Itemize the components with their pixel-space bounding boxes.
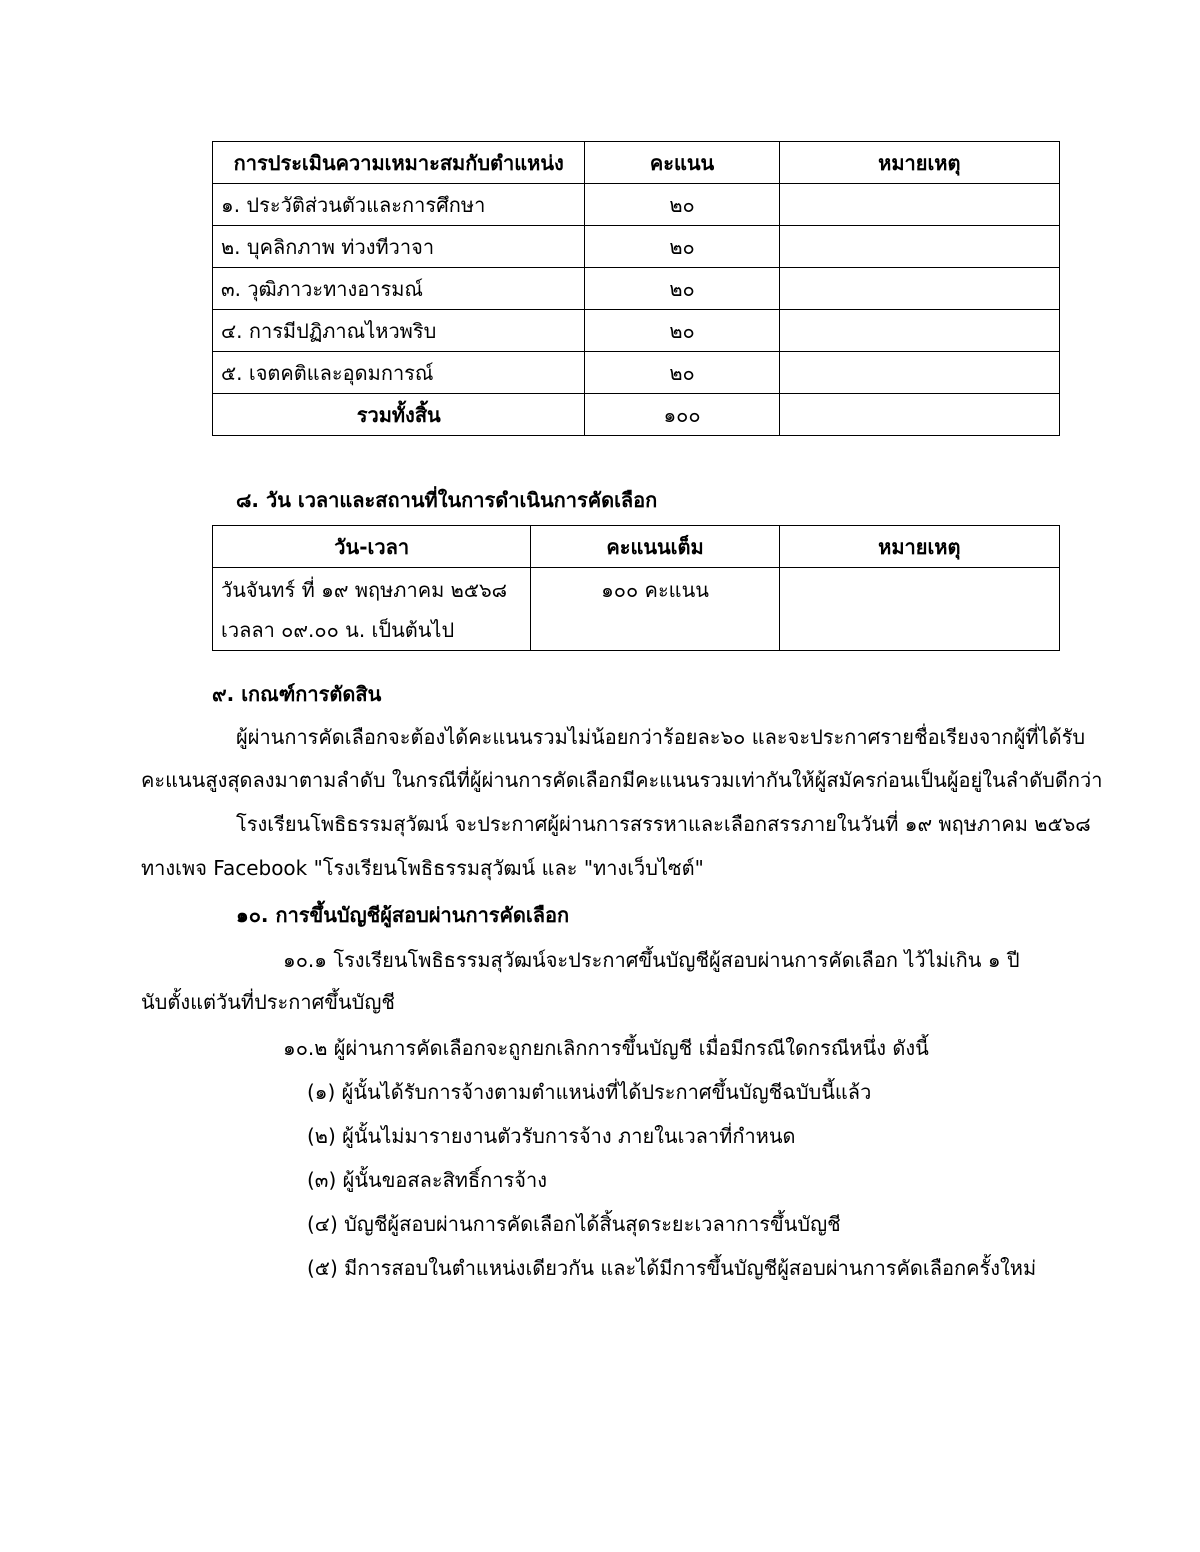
table-row (213, 568, 1060, 651)
assessment-note (779, 184, 1059, 226)
section-9-heading: ๙. เกณฑ์การตัดสิน (212, 682, 382, 706)
header-assessment: การประเมินความเหมาะสมกับตำแหน่ง (213, 142, 585, 184)
assessment-note (779, 268, 1059, 310)
assessment-score: ๒๐ (585, 226, 779, 268)
header-date-time: วัน-เวลา (213, 526, 531, 568)
total-label: รวมทั้งสิ้น (213, 394, 585, 436)
section-10-1-line-2: นับตั้งแต่วันที่ประกาศขึ้นบัญชี (141, 990, 395, 1014)
table-row (213, 268, 1060, 310)
schedule-date: วันจันทร์ ที่ ๑๙ พฤษภาคม ๒๕๖๘ (221, 578, 508, 602)
schedule-time: เวลลา ๐๙.๐๐ น. เป็นต้นไป (221, 618, 455, 642)
table-row (213, 226, 1060, 268)
section-10-1-line-1: ๑๐.๑ โรงเรียนโพธิธรรมสุวัฒน์จะประกาศขึ้นบัญชีผู้สอบผ่านการคัดเลือก ไว้ไม่เกิน ๑ ปี (283, 948, 1020, 972)
assessment-note (779, 226, 1059, 268)
section-9-paragraph-1-line-1: ผู้ผ่านการคัดเลือกจะต้องได้คะแนนรวมไม่น้อยกว่าร้อยละ๖๐ และจะประกาศรายชื่อเรียงจากผู้ที่ได้รับ (236, 725, 1086, 749)
selection-schedule-table (212, 525, 1060, 651)
section-9-paragraph-2-line-2: ทางเพจ Facebook "โรงเรียนโพธิธรรมสุวัฒน์ และ "ทางเว็บไซต์" (141, 856, 704, 880)
table-header-row (213, 526, 1060, 568)
assessment-score: ๒๐ (585, 184, 779, 226)
section-9-paragraph-1-line-2: คะแนนสูงสุดลงมาตามลำดับ ในกรณีที่ผู้ผ่านการคัดเลือกมีคะแนนรวมเท่ากันให้ผู้สมัครก่อนเป็นผู้อยู่ในลำดับดีกว่า (141, 768, 1103, 792)
section-9-paragraph-2-line-1: โรงเรียนโพธิธรรมสุวัฒน์ จะประกาศผู้ผ่านการสรรหาและเลือกสรรภายในวันที่ ๑๙ พฤษภาคม ๒๕๖๘ (236, 812, 1091, 836)
list-item: (๑) ผู้นั้นได้รับการจ้างตามตำแหน่งที่ได้ประกาศขึ้นบัญชีฉบับนี้แล้ว (307, 1080, 872, 1104)
header-note: หมายเหตุ (779, 526, 1059, 568)
assessment-item: ๔. การมีปฏิภาณไหวพริบ (213, 310, 585, 352)
header-note: หมายเหตุ (779, 142, 1059, 184)
section-10-heading: ๑๐. การขึ้นบัญชีผู้สอบผ่านการคัดเลือก (236, 903, 570, 927)
table-header-row (213, 142, 1060, 184)
assessment-note (779, 310, 1059, 352)
assessment-score-table (212, 141, 1060, 436)
assessment-item: ๑. ประวัติส่วนตัวและการศึกษา (213, 184, 585, 226)
assessment-score: ๒๐ (585, 352, 779, 394)
table-row (213, 184, 1060, 226)
list-item: (๓) ผู้นั้นขอสละสิทธิ์การจ้าง (307, 1168, 547, 1192)
assessment-item: ๓. วุฒิภาวะทางอารมณ์ (213, 268, 585, 310)
total-note (779, 394, 1059, 436)
assessment-item: ๒. บุคลิกภาพ ท่วงทีวาจา (213, 226, 585, 268)
section-10-2: ๑๐.๒ ผู้ผ่านการคัดเลือกจะถูกยกเลิกการขึ้นบัญชี เมื่อมีกรณีใดกรณีหนึ่ง ดังนี้ (283, 1036, 929, 1060)
assessment-score: ๒๐ (585, 310, 779, 352)
list-item: (๕) มีการสอบในตำแหน่งเดียวกัน และได้มีการขึ้นบัญชีผู้สอบผ่านการคัดเลือกครั้งใหม่ (307, 1256, 1037, 1280)
assessment-item: ๕. เจตคติและอุดมการณ์ (213, 352, 585, 394)
schedule-note (779, 568, 1059, 651)
header-score: คะแนน (585, 142, 779, 184)
section-8-heading: ๘. วัน เวลาและสถานที่ในการดำเนินการคัดเลือก (236, 488, 658, 512)
table-total-row (213, 394, 1060, 436)
list-item: (๔) บัญชีผู้สอบผ่านการคัดเลือกได้สิ้นสุดระยะเวลาการขึ้นบัญชี (307, 1212, 841, 1236)
list-item: (๒) ผู้นั้นไม่มารายงานตัวรับการจ้าง ภายในเวลาที่กำหนด (307, 1124, 796, 1148)
table-row (213, 352, 1060, 394)
assessment-note (779, 352, 1059, 394)
total-score: ๑๐๐ (585, 394, 779, 436)
table-row (213, 310, 1060, 352)
schedule-date-cell (213, 568, 531, 651)
schedule-full-score: ๑๐๐ คะแนน (531, 568, 779, 651)
assessment-score: ๒๐ (585, 268, 779, 310)
header-full-score: คะแนนเต็ม (531, 526, 779, 568)
